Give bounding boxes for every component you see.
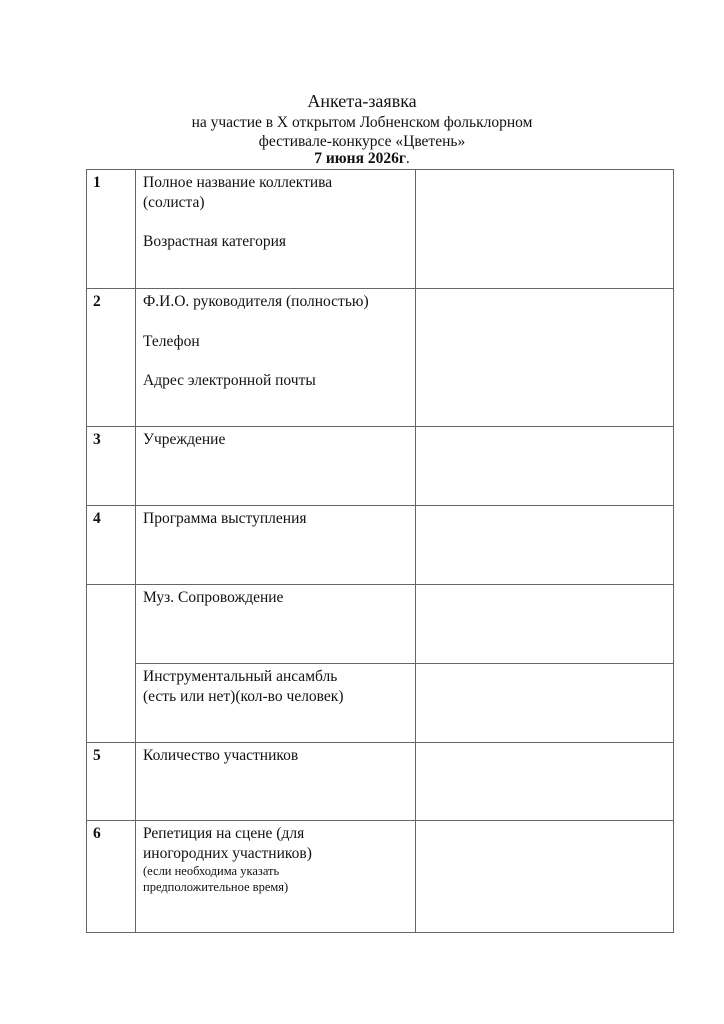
note-line: (если необходима указать — [143, 864, 280, 878]
answer-cell-music-accompaniment[interactable] — [416, 585, 674, 664]
form-subtitle-line2: фестивале-конкурсе «Цветень» — [258, 133, 466, 150]
answer-cell-program[interactable] — [416, 506, 674, 585]
table-row — [87, 289, 674, 427]
table-row — [87, 506, 674, 585]
table-row — [87, 427, 674, 506]
row-label — [136, 427, 416, 506]
row-number: 1 — [87, 170, 136, 289]
label-line: Полное название коллектива — [143, 174, 333, 191]
label-line: Инструментальный ансамбль — [143, 668, 338, 685]
row-number: 3 — [87, 427, 136, 506]
row-number — [87, 664, 136, 743]
label-line: (есть или нет)(кол-во человек) — [143, 687, 344, 705]
table-row — [87, 170, 674, 289]
answer-cell-rehearsal[interactable] — [416, 821, 674, 933]
label-line: Ф.И.О. руководителя (полностью) — [143, 293, 369, 310]
form-subtitle-line1: на участие в Х открытом Лобненском фольклорном — [191, 114, 533, 131]
table-row — [87, 664, 674, 743]
label-line: (солиста) — [143, 193, 205, 211]
label-line: Возрастная категория — [143, 233, 286, 250]
form-title: Анкета-заявка — [307, 91, 417, 111]
row-label — [136, 506, 416, 585]
row-label — [136, 170, 416, 289]
festival-date-dot: . — [405, 150, 410, 167]
label-line: Учреждение — [143, 431, 226, 448]
row-label — [136, 289, 416, 427]
label-line: Репетиция на сцене (для — [143, 825, 305, 842]
answer-cell-leader[interactable] — [416, 289, 674, 427]
festival-date — [0, 150, 724, 168]
table-row — [87, 585, 674, 664]
label-line: Количество участников — [143, 747, 299, 764]
table-row — [87, 821, 674, 933]
answer-cell-institution[interactable] — [416, 427, 674, 506]
row-label — [136, 743, 416, 821]
answer-cell-collective-name[interactable] — [416, 170, 674, 289]
row-number — [87, 585, 136, 664]
festival-date-text: 7 июня 2026г — [314, 150, 406, 167]
answer-cell-participants-count[interactable] — [416, 743, 674, 821]
row-number: 4 — [87, 506, 136, 585]
row-label — [136, 821, 416, 933]
table-row — [87, 743, 674, 821]
label-line: Адрес электронной почты — [143, 372, 316, 389]
row-number: 5 — [87, 743, 136, 821]
row-label — [136, 585, 416, 664]
application-form-table — [86, 169, 674, 933]
label-line: Телефон — [143, 332, 200, 350]
label-line: Программа выступления — [143, 510, 307, 527]
label-line: иногородних участников) — [143, 844, 312, 862]
row-label — [136, 664, 416, 743]
row-number: 2 — [87, 289, 136, 427]
row-number: 6 — [87, 821, 136, 933]
answer-cell-instrumental-ensemble[interactable] — [416, 664, 674, 743]
label-line: Муз. Сопровождение — [143, 589, 284, 606]
note-line: предположительное время) — [143, 880, 289, 894]
